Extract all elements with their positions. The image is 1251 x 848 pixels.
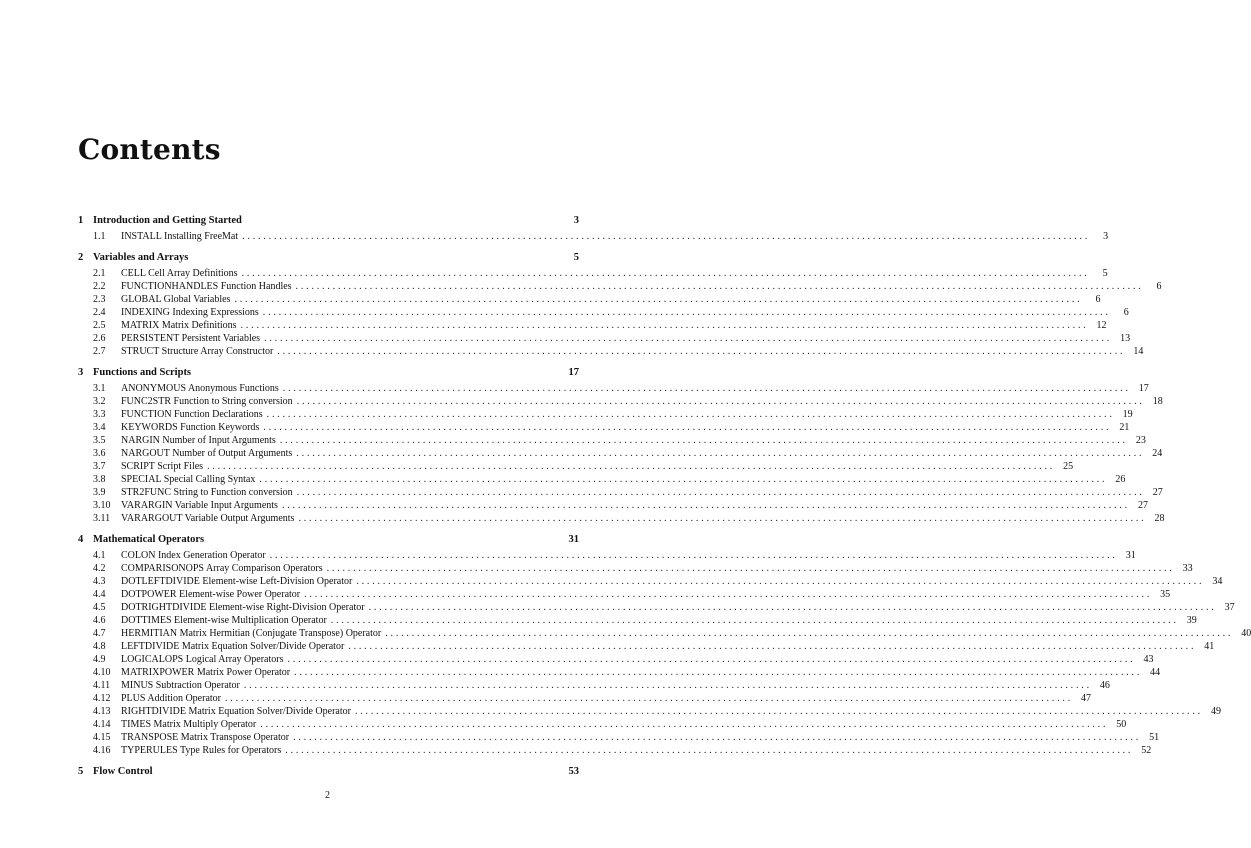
- chapter-page: 5: [573, 252, 579, 263]
- toc-section-entry[interactable]: [78, 487, 1163, 500]
- section-page: 37: [1224, 602, 1235, 613]
- section-title: INSTALL Installing FreeMat: [121, 231, 239, 242]
- section-page: 18: [1152, 396, 1163, 407]
- section-title: FUNCTION Function Declarations: [121, 409, 263, 420]
- section-number: 4.15: [93, 732, 111, 743]
- section-number: 4.7: [93, 628, 106, 639]
- toc-section-entry[interactable]: [78, 346, 1144, 359]
- chapter-title: Mathematical Operators: [93, 534, 205, 545]
- chapter-page: 53: [568, 766, 579, 777]
- dot-leader: ................................................................................................................................................................: [277, 346, 1126, 357]
- toc-section-entry[interactable]: [78, 435, 1146, 448]
- section-title: NARGOUT Number of Output Arguments: [121, 448, 293, 459]
- toc-section-entry[interactable]: [78, 281, 1162, 294]
- section-page: 12: [1096, 320, 1107, 331]
- dot-leader: ................................................................................................................................................................: [264, 333, 1113, 344]
- dot-leader: ................................................................................................................................................................: [234, 294, 1083, 305]
- section-number: 2.7: [93, 346, 106, 357]
- section-number: 3.9: [93, 487, 106, 498]
- toc-section-entry[interactable]: [78, 396, 1163, 409]
- section-title: SPECIAL Special Calling Syntax: [121, 474, 256, 485]
- toc-section-entry[interactable]: [78, 550, 1136, 563]
- section-page: 26: [1115, 474, 1126, 485]
- section-title: PLUS Addition Operator: [121, 693, 221, 704]
- section-number: 2.2: [93, 281, 106, 292]
- section-number: 4.6: [93, 615, 106, 626]
- chapter-number: 1: [78, 215, 84, 226]
- section-title: GLOBAL Global Variables: [121, 294, 231, 305]
- section-title: DOTPOWER Element-wise Power Operator: [121, 589, 301, 600]
- dot-leader: ................................................................................................................................................................: [295, 281, 1144, 292]
- dot-leader: ................................................................................................................................................................: [385, 628, 1234, 639]
- section-number: 4.16: [93, 745, 111, 756]
- dot-leader: ................................................................................................................................................................: [263, 422, 1112, 433]
- toc-chapter: [78, 766, 579, 782]
- section-number: 1.1: [93, 231, 106, 242]
- section-number: 3.3: [93, 409, 106, 420]
- dot-leader: ................................................................................................................................................................: [207, 461, 1056, 472]
- toc-section-entry[interactable]: [78, 307, 1129, 320]
- section-title: DOTLEFTDIVIDE Element-wise Left-Division Operator: [121, 576, 353, 587]
- toc-chapter: [78, 367, 1165, 526]
- section-page: 14: [1133, 346, 1144, 357]
- section-page: 17: [1138, 383, 1149, 394]
- chapter-number: 2: [78, 252, 84, 263]
- section-page: 27: [1152, 487, 1163, 498]
- section-page: 49: [1210, 706, 1221, 717]
- dot-leader: ................................................................................................................................................................: [296, 487, 1145, 498]
- dot-leader: ................................................................................................................................................................: [259, 474, 1108, 485]
- toc-section-entry[interactable]: [78, 333, 1131, 346]
- dot-leader: ................................................................................................................................................................: [294, 667, 1143, 678]
- section-page: 23: [1135, 435, 1146, 446]
- toc-section-entry[interactable]: [78, 448, 1163, 461]
- toc-chapter-entry[interactable]: [78, 215, 579, 231]
- dot-leader: ................................................................................................................................................................: [287, 654, 1136, 665]
- section-number: 4.4: [93, 589, 106, 600]
- section-title: LEFTDIVIDE Matrix Equation Solver/Divide Operator: [121, 641, 345, 652]
- section-number: 4.9: [93, 654, 106, 665]
- dot-leader: ................................................................................................................................................................: [281, 500, 1130, 511]
- section-title: MINUS Subtraction Operator: [121, 680, 240, 691]
- section-page: 51: [1149, 732, 1160, 743]
- toc-section-entry[interactable]: [78, 693, 1091, 706]
- section-title: DOTRIGHTDIVIDE Element-wise Right-Division Operator: [121, 602, 365, 613]
- section-page: 40: [1241, 628, 1251, 639]
- dot-leader: ................................................................................................................................................................: [296, 448, 1145, 459]
- section-title: MATRIX Matrix Definitions: [121, 320, 237, 331]
- section-title: MATRIXPOWER Matrix Power Operator: [121, 667, 291, 678]
- toc-section-entry[interactable]: [78, 628, 1251, 641]
- section-page: 27: [1137, 500, 1148, 511]
- section-title: HERMITIAN Matrix Hermitian (Conjugate Transpose) Operator: [121, 628, 382, 639]
- section-title: TIMES Matrix Multiply Operator: [121, 719, 257, 730]
- toc-section-entry[interactable]: [78, 745, 1152, 758]
- section-number: 4.8: [93, 641, 106, 652]
- section-page: 6: [1156, 281, 1162, 292]
- section-number: 3.11: [93, 513, 111, 524]
- section-number: 3.6: [93, 448, 106, 459]
- section-page: 31: [1125, 550, 1136, 561]
- section-title: SCRIPT Script Files: [121, 461, 204, 472]
- toc-section-entry[interactable]: [78, 409, 1133, 422]
- section-title: STRUCT Structure Array Constructor: [121, 346, 274, 357]
- table-of-contents: [78, 215, 1251, 790]
- dot-leader: ................................................................................................................................................................: [240, 320, 1089, 331]
- section-number: 4.13: [93, 706, 111, 717]
- toc-section-entry[interactable]: [78, 589, 1171, 602]
- toc-section-entry[interactable]: [78, 461, 1074, 474]
- toc-chapter-entry[interactable]: [78, 252, 579, 268]
- section-number: 2.6: [93, 333, 106, 344]
- dot-leader: ................................................................................................................................................................: [298, 513, 1147, 524]
- chapter-page: 31: [568, 534, 579, 545]
- toc-section-entry[interactable]: [78, 732, 1160, 745]
- section-title: KEYWORDS Function Keywords: [121, 422, 260, 433]
- toc-section-entry[interactable]: [78, 513, 1165, 526]
- section-title: NARGIN Number of Input Arguments: [121, 435, 276, 446]
- dot-leader: ................................................................................................................................................................: [241, 268, 1090, 279]
- chapter-number: 5: [78, 766, 84, 777]
- section-number: 4.11: [93, 680, 111, 691]
- chapter-page: 17: [568, 367, 579, 378]
- section-number: 2.4: [93, 307, 106, 318]
- section-title: LOGICALOPS Logical Array Operators: [121, 654, 284, 665]
- page-number: 2: [325, 790, 330, 801]
- section-number: 3.4: [93, 422, 106, 433]
- toc-section-entry[interactable]: [78, 615, 1197, 628]
- section-number: 2.1: [93, 268, 106, 279]
- section-number: 3.8: [93, 474, 106, 485]
- section-title: VARARGIN Variable Input Arguments: [121, 500, 278, 511]
- chapter-title: Introduction and Getting Started: [93, 215, 242, 226]
- toc-section-entry[interactable]: [78, 383, 1149, 396]
- section-page: 52: [1141, 745, 1152, 756]
- section-title: VARARGOUT Variable Output Arguments: [121, 513, 295, 524]
- section-page: 47: [1081, 693, 1091, 704]
- section-title: COMPARISONOPS Array Comparison Operators: [121, 563, 323, 574]
- toc-section-entry[interactable]: [78, 641, 1215, 654]
- chapter-number: 4: [78, 534, 84, 545]
- dot-leader: ................................................................................................................................................................: [348, 641, 1197, 652]
- dot-leader: ................................................................................................................................................................: [262, 307, 1111, 318]
- section-title: TRANSPOSE Matrix Transpose Operator: [121, 732, 290, 743]
- section-title: STR2FUNC String to Function conversion: [121, 487, 293, 498]
- toc-section-entry[interactable]: [78, 474, 1126, 487]
- section-page: 19: [1122, 409, 1133, 420]
- page-title: Contents: [78, 133, 221, 166]
- toc-section-entry[interactable]: [78, 706, 1221, 719]
- section-page: 50: [1116, 719, 1127, 730]
- section-page: 44: [1150, 667, 1161, 678]
- section-title: RIGHTDIVIDE Matrix Equation Solver/Divide Operator: [121, 706, 351, 717]
- toc-chapter: [78, 215, 1109, 244]
- section-number: 2.3: [93, 294, 106, 305]
- section-page: 6: [1123, 307, 1129, 318]
- chapter-number: 3: [78, 367, 84, 378]
- toc-chapter-entry[interactable]: [78, 534, 579, 550]
- section-page: 39: [1186, 615, 1197, 626]
- toc-section-entry[interactable]: [78, 719, 1127, 732]
- toc-section-entry[interactable]: [78, 602, 1235, 615]
- section-title: INDEXING Indexing Expressions: [121, 307, 259, 318]
- toc-section-entry[interactable]: [78, 268, 1108, 281]
- chapter-page: 3: [573, 215, 579, 226]
- toc-section-entry[interactable]: [78, 500, 1148, 513]
- section-title: CELL Cell Array Definitions: [121, 268, 238, 279]
- section-number: 4.5: [93, 602, 106, 613]
- section-page: 33: [1182, 563, 1193, 574]
- section-page: 35: [1160, 589, 1171, 600]
- section-title: TYPERULES Type Rules for Operators: [121, 745, 282, 756]
- toc-section-entry[interactable]: [78, 563, 1193, 576]
- dot-leader: ................................................................................................................................................................: [296, 396, 1145, 407]
- section-page: 3: [1103, 231, 1109, 242]
- section-title: DOTTIMES Element-wise Multiplication Operator: [121, 615, 327, 626]
- section-number: 4.2: [93, 563, 106, 574]
- section-number: 4.10: [93, 667, 111, 678]
- toc-chapter-entry[interactable]: [78, 367, 579, 383]
- dot-leader: ................................................................................................................................................................: [243, 680, 1092, 691]
- section-page: 24: [1152, 448, 1163, 459]
- toc-section-entry[interactable]: [78, 680, 1110, 693]
- toc-section-entry[interactable]: [78, 422, 1130, 435]
- toc-section-entry[interactable]: [78, 654, 1154, 667]
- toc-section-entry[interactable]: [78, 576, 1223, 589]
- section-title: FUNC2STR Function to String conversion: [121, 396, 293, 407]
- section-title: PERSISTENT Persistent Variables: [121, 333, 261, 344]
- chapter-title: Flow Control: [93, 766, 153, 777]
- dot-leader: ................................................................................................................................................................: [356, 576, 1205, 587]
- section-page: 5: [1102, 268, 1108, 279]
- toc-section-entry[interactable]: [78, 294, 1101, 307]
- section-number: 4.14: [93, 719, 111, 730]
- dot-leader: ................................................................................................................................................................: [330, 615, 1179, 626]
- dot-leader: ................................................................................................................................................................: [354, 706, 1203, 717]
- section-number: 3.1: [93, 383, 106, 394]
- section-number: 3.7: [93, 461, 106, 472]
- section-page: 21: [1119, 422, 1130, 433]
- dot-leader: ................................................................................................................................................................: [282, 383, 1131, 394]
- toc-section-entry[interactable]: [78, 320, 1107, 333]
- section-number: 3.10: [93, 500, 111, 511]
- dot-leader: ................................................................................................................................................................: [225, 693, 1073, 704]
- section-number: 2.5: [93, 320, 106, 331]
- toc-section-entry[interactable]: [78, 667, 1161, 680]
- section-page: 13: [1120, 333, 1131, 344]
- section-number: 3.2: [93, 396, 106, 407]
- dot-leader: ................................................................................................................................................................: [285, 745, 1134, 756]
- section-title: FUNCTIONHANDLES Function Handles: [121, 281, 292, 292]
- chapter-title: Variables and Arrays: [93, 252, 189, 263]
- section-page: 28: [1154, 513, 1165, 524]
- dot-leader: ................................................................................................................................................................: [242, 231, 1091, 242]
- section-number: 3.5: [93, 435, 106, 446]
- section-title: ANONYMOUS Anonymous Functions: [121, 383, 279, 394]
- dot-leader: ................................................................................................................................................................: [304, 589, 1153, 600]
- dot-leader: ................................................................................................................................................................: [279, 435, 1128, 446]
- section-page: 43: [1143, 654, 1154, 665]
- section-number: 4.1: [93, 550, 106, 561]
- dot-leader: ................................................................................................................................................................: [326, 563, 1175, 574]
- section-page: 25: [1063, 461, 1074, 472]
- dot-leader: ................................................................................................................................................................: [269, 550, 1118, 561]
- dot-leader: ................................................................................................................................................................: [266, 409, 1115, 420]
- dot-leader: ................................................................................................................................................................: [368, 602, 1217, 613]
- section-page: 34: [1212, 576, 1223, 587]
- dot-leader: ................................................................................................................................................................: [260, 719, 1109, 730]
- section-number: 4.12: [93, 693, 111, 704]
- toc-section-entry[interactable]: [78, 231, 1109, 244]
- section-number: 4.3: [93, 576, 106, 587]
- section-page: 41: [1204, 641, 1215, 652]
- dot-leader: ................................................................................................................................................................: [293, 732, 1142, 743]
- toc-chapter: [78, 252, 1162, 359]
- section-page: 6: [1095, 294, 1101, 305]
- toc-chapter: [78, 534, 1251, 758]
- section-title: COLON Index Generation Operator: [121, 550, 266, 561]
- toc-chapter-entry[interactable]: [78, 766, 579, 782]
- section-page: 46: [1099, 680, 1110, 691]
- chapter-title: Functions and Scripts: [93, 367, 192, 378]
